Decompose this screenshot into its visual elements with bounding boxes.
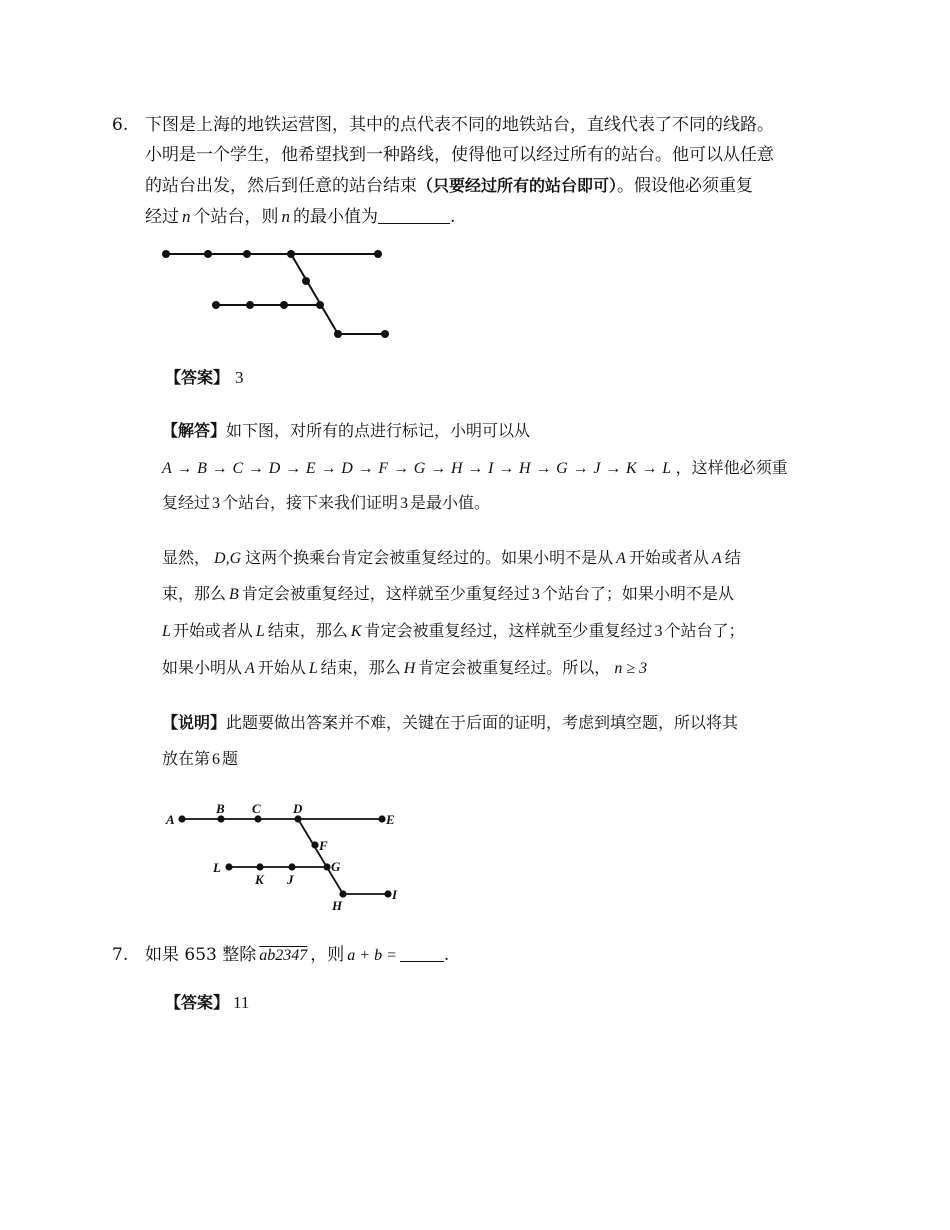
text: 如果小明从	[162, 658, 243, 677]
labeled-metro-map-diagram	[155, 795, 415, 920]
proof-line-3	[162, 618, 745, 645]
var-L: L	[308, 660, 318, 677]
text: 结束，那么	[267, 621, 348, 640]
var-A: A	[711, 550, 722, 567]
q6-solution-route	[162, 455, 788, 482]
solution-label: 【解答】	[162, 421, 227, 440]
q6-line-4	[145, 202, 455, 232]
answer-value: 11	[233, 993, 250, 1012]
var-L: L	[162, 623, 171, 640]
label-B: B	[216, 801, 225, 816]
label-H: H	[332, 898, 343, 913]
num-3: 3	[654, 623, 663, 640]
text: 显然，	[162, 548, 211, 567]
text: 是最小值。	[410, 493, 491, 512]
var-B: B	[229, 586, 239, 603]
q7-expression: a + b =	[347, 947, 397, 964]
q6-line-4-a: 经过	[145, 207, 179, 227]
q6-solution-intro	[162, 418, 530, 444]
station-C	[254, 815, 261, 822]
station-dot	[162, 250, 170, 258]
station-G	[323, 863, 330, 870]
station-E	[378, 815, 385, 822]
station-labels	[165, 801, 398, 913]
text: 肯定会被重复经过，这样就至少重复经过	[364, 621, 653, 640]
label-F: F	[319, 838, 328, 853]
q6-line-4-c: 的最小值为	[293, 207, 378, 227]
note-number: 6	[212, 751, 221, 768]
q6-line-1: 下图是上海的地铁运营图，其中的点代表不同的地铁站台，直线代表了不同的线路。	[145, 115, 774, 135]
note-line-2	[162, 746, 238, 773]
station-H	[339, 890, 346, 897]
station-B	[217, 815, 224, 822]
note-label: 【说明】	[162, 713, 227, 732]
text: 结	[724, 548, 741, 567]
station-dot	[302, 277, 310, 285]
q7-text-b: ，则	[310, 945, 345, 965]
num-3: 3	[400, 495, 409, 512]
labeled-stations	[178, 815, 391, 897]
text: 开始或者从	[628, 548, 709, 567]
station-dot	[212, 301, 220, 309]
station-dot	[243, 250, 251, 258]
var-n: n	[182, 207, 191, 226]
text: 题	[222, 749, 239, 768]
station-dot	[374, 250, 382, 258]
var-DG: D,G	[214, 550, 242, 567]
q7-answer-blank[interactable]	[400, 945, 444, 962]
answer-label: 【答案】	[165, 368, 230, 387]
label-K: K	[255, 872, 264, 887]
station-I	[384, 890, 391, 897]
station-F	[311, 841, 318, 848]
station-dot	[316, 301, 324, 309]
station-dot	[204, 250, 212, 258]
label-L: L	[213, 860, 221, 875]
q7-period: .	[443, 945, 450, 965]
label-A: A	[166, 812, 175, 827]
label-C: C	[252, 801, 261, 816]
q6-line-4-b: 个站台，则	[193, 207, 279, 227]
q6-line-3-bold: （只要经过所有的站台即可）	[417, 176, 618, 195]
proof-line-2	[162, 581, 734, 608]
num-3: 3	[212, 495, 221, 512]
q6-line-2: 小明是一个学生，他希望找到一种路线，使得他可以经过所有的站台。他可以从任意	[145, 145, 774, 165]
label-J: J	[287, 872, 294, 887]
note-line-1	[162, 710, 738, 736]
var-L: L	[255, 623, 265, 640]
q6-solution-line-3	[162, 490, 490, 517]
label-D: D	[293, 801, 303, 816]
metro-lines	[166, 254, 385, 334]
text: 肯定会被重复经过。所以，	[418, 658, 611, 677]
label-G: G	[331, 859, 341, 874]
text: 肯定会被重复经过，这样就至少重复经过	[241, 584, 530, 603]
answer-value: 3	[235, 368, 244, 387]
proof-line-1	[162, 545, 741, 572]
station-K	[256, 863, 263, 870]
station-dot	[381, 330, 389, 338]
q6-line-3	[145, 171, 753, 201]
text: 这两个换乘台肯定会被重复经过的。如果小明不是从	[245, 548, 614, 567]
q6-line-3-c: 。假设他必须重复	[617, 176, 754, 196]
q7-number: 7.	[112, 945, 129, 965]
var-A: A	[616, 550, 626, 567]
text: 复经过	[162, 493, 211, 512]
station-A	[178, 815, 185, 822]
q6-number: 6.	[112, 115, 129, 135]
route-tail-text: ，这样他必须重	[675, 458, 788, 477]
answer-label: 【答案】	[165, 993, 230, 1012]
q7-text	[145, 940, 449, 971]
label-I: I	[392, 887, 398, 902]
note-text: 此题要做出答案并不难，关键在于后面的证明，考虑到填空题，所以将其	[226, 713, 739, 732]
q6-line-3-a: 的站台出发，然后到任意的站台结束	[145, 176, 417, 196]
answer-blank[interactable]	[378, 207, 450, 224]
var-n: n	[281, 207, 290, 226]
metro-map-diagram	[155, 240, 400, 345]
route-sequence: A → B → C → D → E → D → F → G → H → I → H → G → J → K → L	[162, 460, 672, 477]
line	[298, 819, 343, 894]
q7-overline-number: ab2347	[259, 947, 308, 964]
text: 个站台了；如果小明不是从	[541, 584, 734, 603]
num-3: 3	[531, 586, 540, 603]
var-A: A	[245, 660, 255, 677]
text: 个站台了；	[664, 621, 745, 640]
var-K: K	[350, 623, 362, 640]
station-dot	[246, 301, 254, 309]
station-J	[288, 863, 295, 870]
text: 开始从	[257, 658, 306, 677]
inequality: n ≥ 3	[614, 660, 648, 677]
q7-text-a: 如果 653 整除	[145, 945, 257, 965]
text: 开始或者从	[172, 621, 253, 640]
q6-line-4-period: .	[450, 207, 456, 227]
q6-answer	[165, 363, 244, 393]
text: 个站台，接下来我们证明	[222, 493, 399, 512]
station-L	[225, 863, 232, 870]
text: 放在第	[162, 749, 211, 768]
label-E: E	[386, 812, 395, 827]
station-dot	[334, 330, 342, 338]
text: 束，那么	[162, 584, 227, 603]
text: 结束，那么	[320, 658, 401, 677]
labeled-metro-lines	[182, 819, 388, 894]
proof-line-4	[162, 655, 647, 682]
station-D	[294, 815, 301, 822]
q7-answer	[165, 988, 249, 1018]
solution-intro-text: 如下图，对所有的点进行标记，小明可以从	[226, 421, 531, 440]
station-dot	[280, 301, 288, 309]
metro-stations	[162, 250, 389, 338]
metro-line-diagonal	[291, 254, 338, 334]
var-H: H	[403, 660, 416, 677]
station-dot	[287, 250, 295, 258]
